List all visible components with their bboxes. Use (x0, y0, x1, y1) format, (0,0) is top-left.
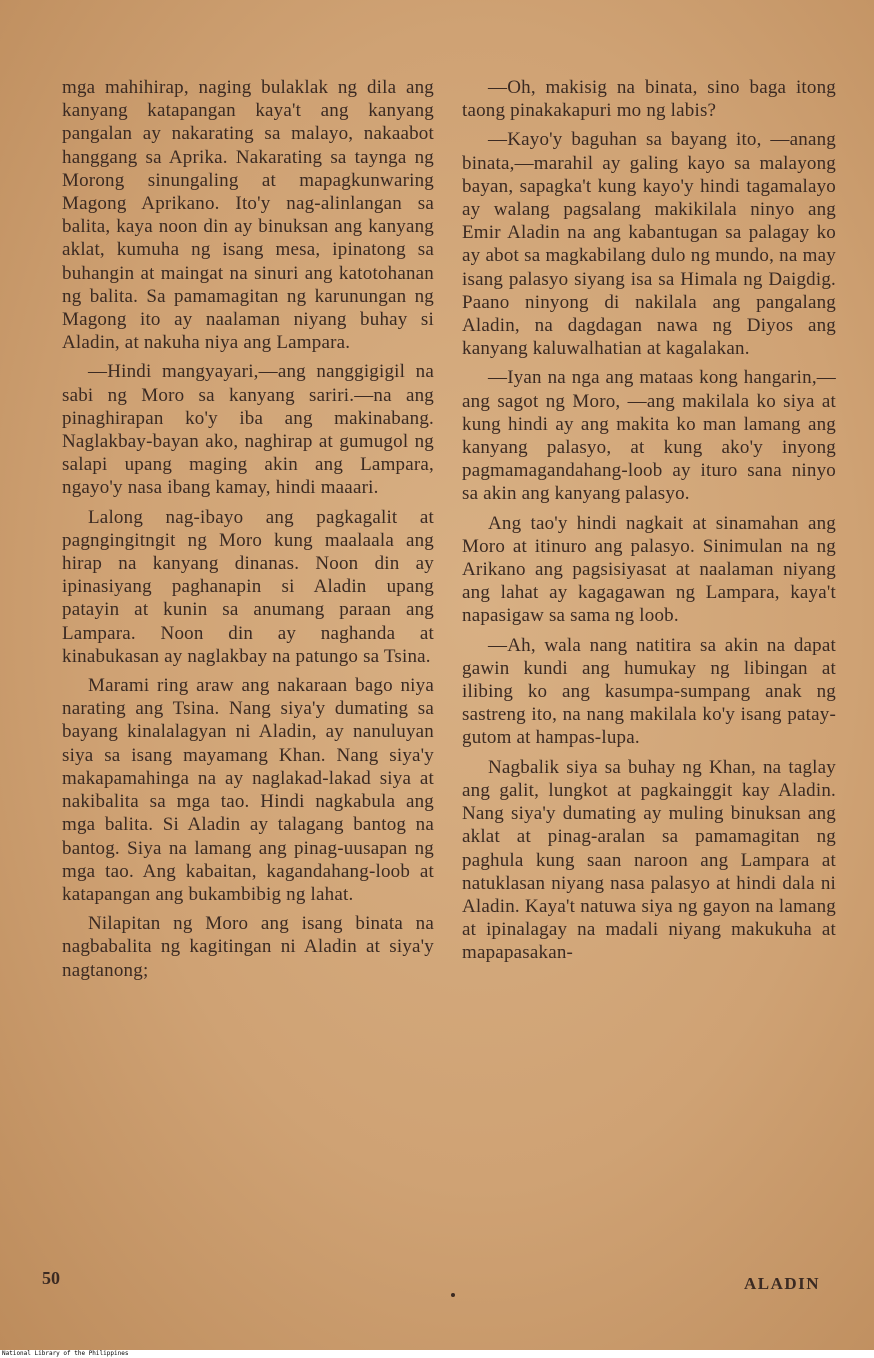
paragraph: Ang tao'y hindi nagkait at sinamahan ang Moro at itinuro ang palasyo. Sinimulan na ng Arikano ang pagsisiyasat at naalaman niyang ang lahat ay kagagawan ng Lampara, kaya't napasigaw sa sama ng loob. (462, 512, 836, 627)
decorative-dot (451, 1293, 455, 1297)
paragraph: —Iyan na nga ang mataas kong hangarin,—ang sagot ng Moro, —ang makilala ko siya at kung hindi ay ang makita ko man lamang ang kanyang palasyo, at kung ako'y inyong pagmamagandahang-loob ay ituro sana ninyo sa akin ang kanyang palasyo. (462, 367, 836, 505)
paragraph: Nilapitan ng Moro ang isang binata na nagbabalita ng kagitingan ni Aladin at siya'y nagtanong; (62, 913, 434, 981)
paragraph: —Oh, makisig na binata, sino baga itong taong pinakakapuri mo ng labis? (462, 77, 836, 122)
credit-strip (0, 1350, 874, 1358)
paragraph: Nagbalik siya sa buhay ng Khan, na taglay ang galit, lungkot at pagkainggit kay Aladin. Nang siya'y dumating ay muling binuksan ang aklat at pinag-aralan sa pamamagitan ng paghula kung saan naroon ang Lampara at natuklasan niyang nasa palasyo at hindi dala ni Aladin. Kaya't natuwa siya ng gayon na lamang at ipinalagay na madali niyang makukuha at mapapasakan- (462, 756, 836, 964)
paragraph: —Ah, wala nang natitira sa akin na dapat gawin kundi ang humukay ng libingan at ilibing ko ang kasumpa-sumpang anak ng sastreng ito, na nang makilala ko'y isang patay-gutom at hampas-lupa. (462, 634, 836, 749)
left-text-column (62, 76, 434, 982)
library-credit: National Library of the Philippines (2, 1350, 129, 1357)
paragraph: —Hindi mangyayari,—ang nanggigigil na sabi ng Moro sa kanyang sariri.—na ang pinaghirapan ko'y iba ang makinabang. Naglakbay-bayan ako, naghirap at gumugol ng salapi upang maging akin ang Lampara, ngayo'y nasa ibang kamay, hindi maaari. (62, 361, 434, 499)
running-title: ALADIN (744, 1274, 821, 1293)
paragraph: mga mahihirap, naging bulaklak ng dila ang kanyang katapangan kaya't ang kanyang pangalan ay nakarating sa malayo, nakaabot hanggang sa Aprika. Nakarating sa taynga ng Morong sinungaling at mapagkunwaring Magong Aprikano. Ito'y nag-alinlangan sa balita, kaya noon din ay binuksan ang kanyang aklat, kumuha ng isang mesa, ipinatong sa buhangin at maingat na sinuri ang katotohanan ng balita. Sa pamamagitan ng karunungan ng Magong ito ay naalaman niyang buhay si Aladin, at nakuha niya ang Lampara. (62, 77, 434, 354)
paragraph: Lalong nag-ibayo ang pagkagalit at pagngingitngit ng Moro kung maalaala ang hirap na kanyang dinanas. Noon din ay ipinasiyang paghanapin si Aladin upang patayin at kunin sa anumang paraan ang Lampara. Noon din ay naghanda at kinabukasan ay naglakbay na patungo sa Tsina. (62, 506, 434, 667)
paragraph: —Kayo'y baguhan sa bayang ito, —anang binata,—marahil ay galing kayo sa malayong bayan, sapagka't kung kayo'y hindi tagamalayo ay walang pagsalang makikilala ninyo ang Emir Aladin na ang kabantugan sa palagay ko ay abot sa magkabilang dulo ng mundo, na may isang palasyo siyang isa sa Himala ng Daigdig. Paano ninyong di nakilala ang pangalang Aladin, na dagdagan nawa ng Diyos ang kanyang kaluwalhatian at kagalakan. (462, 129, 836, 360)
page-number: 50 (42, 1268, 60, 1288)
right-text-column (462, 76, 836, 965)
paragraph: Marami ring araw ang nakaraan bago niya narating ang Tsina. Nang siya'y dumating sa bayang kinalalagyan ni Aladin, ay nanuluyan siya sa isang mayamang Khan. Nang siya'y makapamahinga na ay naglakad-lakad siya at nakibalita sa mga tao. Hindi nagkabula ang mga balita. Si Aladin ay talagang bantog na bantog. Siya na lamang ang pinag-uusapan ng mga tao. Ang kabaitan, kagandahang-loob at katapangan ang bukambibig ng lahat. (62, 675, 434, 905)
